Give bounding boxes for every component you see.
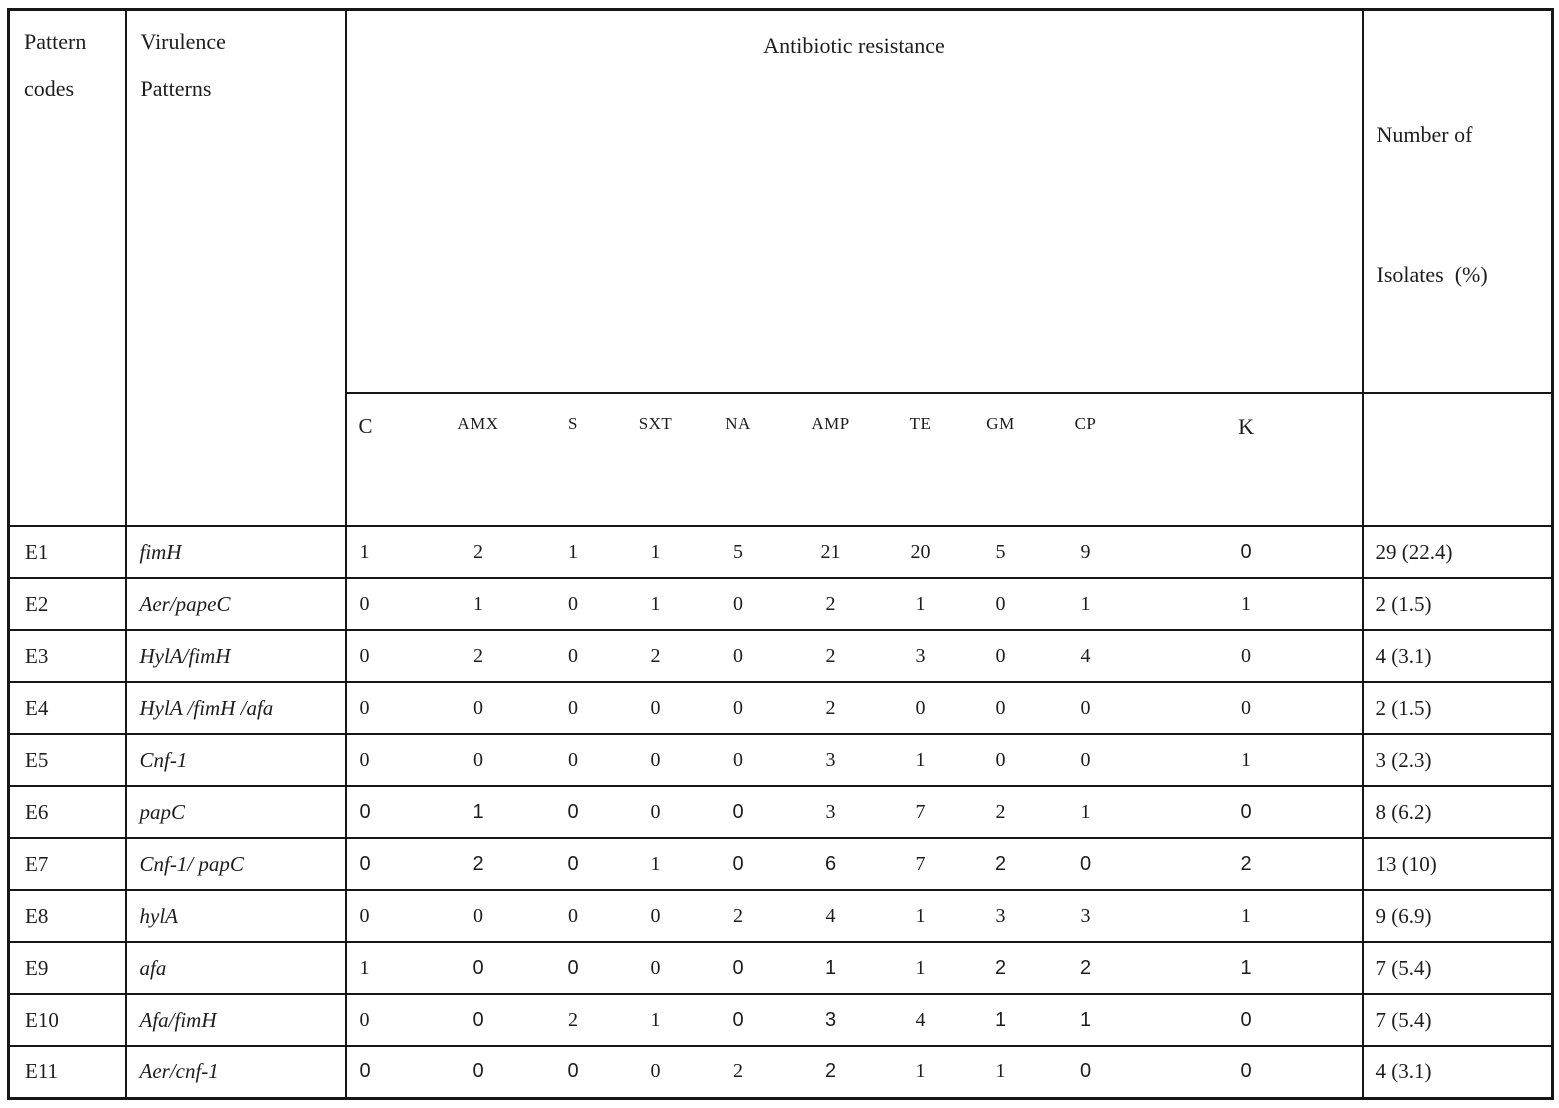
pattern-code-cell: E2 xyxy=(9,578,126,630)
resistance-value-cell: 0 xyxy=(696,838,781,890)
resistance-value-cell: 0 xyxy=(696,942,781,994)
header-empty-cell xyxy=(1363,393,1553,526)
resistance-value-cell: 0 xyxy=(531,734,616,786)
resistance-value-cell: 1 xyxy=(426,578,531,630)
isolates-count-cell: 7 (5.4) xyxy=(1363,942,1553,994)
table-row xyxy=(9,838,1553,890)
resistance-value-cell: 0 xyxy=(961,630,1041,682)
resistance-value-cell: 0 xyxy=(426,890,531,942)
virulence-pattern-cell: Cnf-1 xyxy=(126,734,346,786)
resistance-value-cell: 0 xyxy=(616,942,696,994)
resistance-value-cell: 3 xyxy=(1041,890,1131,942)
resistance-value-cell: 5 xyxy=(696,526,781,578)
resistance-value-cell: 1 xyxy=(1131,890,1363,942)
pattern-code-cell: E7 xyxy=(9,838,126,890)
resistance-value-cell: 0 xyxy=(881,682,961,734)
header-isolates-line2: Isolates (%) xyxy=(1376,262,1488,288)
header-col-amx: AMX xyxy=(426,393,531,526)
table-row xyxy=(9,942,1553,994)
resistance-table xyxy=(7,8,1554,1100)
resistance-value-cell: 0 xyxy=(426,994,531,1046)
resistance-value-cell: 0 xyxy=(346,1046,426,1098)
resistance-value-cell: 3 xyxy=(781,786,881,838)
resistance-value-cell: 0 xyxy=(531,890,616,942)
resistance-value-cell: 9 xyxy=(1041,526,1131,578)
resistance-value-cell: 2 xyxy=(961,838,1041,890)
resistance-value-cell: 7 xyxy=(881,838,961,890)
resistance-value-cell: 6 xyxy=(781,838,881,890)
resistance-value-cell: 1 xyxy=(1131,578,1363,630)
resistance-value-cell: 0 xyxy=(616,786,696,838)
pattern-code-cell: E10 xyxy=(9,994,126,1046)
resistance-value-cell: 2 xyxy=(696,890,781,942)
resistance-value-cell: 0 xyxy=(696,994,781,1046)
resistance-value-cell: 2 xyxy=(696,1046,781,1098)
resistance-value-cell: 1 xyxy=(616,994,696,1046)
resistance-value-cell: 5 xyxy=(961,526,1041,578)
table-row xyxy=(9,630,1553,682)
virulence-pattern-cell: hylA xyxy=(126,890,346,942)
header-number-of-isolates xyxy=(1363,10,1553,394)
virulence-pattern-cell: Afa/fimH xyxy=(126,994,346,1046)
resistance-value-cell: 1 xyxy=(961,994,1041,1046)
resistance-value-cell: 0 xyxy=(696,630,781,682)
resistance-value-cell: 0 xyxy=(1041,1046,1131,1098)
resistance-value-cell: 0 xyxy=(616,682,696,734)
header-virulence-line2: Patterns xyxy=(140,75,212,101)
header-row-top xyxy=(9,10,1553,394)
resistance-value-cell: 0 xyxy=(426,942,531,994)
resistance-value-cell: 0 xyxy=(346,682,426,734)
header-pattern-codes-line1: Pattern xyxy=(24,29,87,54)
resistance-value-cell: 0 xyxy=(1131,630,1363,682)
header-col-sxt: SXT xyxy=(616,393,696,526)
resistance-value-cell: 1 xyxy=(881,578,961,630)
pattern-code-cell: E3 xyxy=(9,630,126,682)
resistance-value-cell: 0 xyxy=(531,630,616,682)
table-row xyxy=(9,1046,1553,1098)
resistance-value-cell: 1 xyxy=(961,1046,1041,1098)
table-row xyxy=(9,578,1553,630)
resistance-value-cell: 1 xyxy=(1131,734,1363,786)
resistance-value-cell: 0 xyxy=(1131,526,1363,578)
resistance-value-cell: 0 xyxy=(1131,786,1363,838)
resistance-value-cell: 0 xyxy=(346,630,426,682)
table-body xyxy=(9,526,1553,1098)
resistance-value-cell: 0 xyxy=(531,838,616,890)
resistance-value-cell: 0 xyxy=(696,578,781,630)
header-col-na: NA xyxy=(696,393,781,526)
resistance-value-cell: 1 xyxy=(346,942,426,994)
resistance-value-cell: 0 xyxy=(426,734,531,786)
resistance-value-cell: 1 xyxy=(426,786,531,838)
isolates-count-cell: 9 (6.9) xyxy=(1363,890,1553,942)
resistance-value-cell: 7 xyxy=(881,786,961,838)
resistance-value-cell: 0 xyxy=(346,734,426,786)
header-col-te: TE xyxy=(881,393,961,526)
header-pattern-codes xyxy=(9,10,126,527)
header-col-cp: CP xyxy=(1041,393,1131,526)
resistance-value-cell: 2 xyxy=(781,682,881,734)
resistance-value-cell: 0 xyxy=(531,578,616,630)
resistance-value-cell: 1 xyxy=(881,1046,961,1098)
virulence-pattern-cell: Aer/cnf-1 xyxy=(126,1046,346,1098)
resistance-value-cell: 2 xyxy=(426,630,531,682)
virulence-pattern-cell: Aer/papeC xyxy=(126,578,346,630)
isolates-count-cell: 4 (3.1) xyxy=(1363,1046,1553,1098)
resistance-value-cell: 1 xyxy=(881,942,961,994)
isolates-count-cell: 3 (2.3) xyxy=(1363,734,1553,786)
resistance-value-cell: 20 xyxy=(881,526,961,578)
resistance-value-cell: 0 xyxy=(346,786,426,838)
table-row xyxy=(9,786,1553,838)
isolates-count-cell: 2 (1.5) xyxy=(1363,578,1553,630)
pattern-code-cell: E5 xyxy=(9,734,126,786)
table-row xyxy=(9,994,1553,1046)
resistance-value-cell: 0 xyxy=(696,786,781,838)
resistance-value-cell: 3 xyxy=(781,994,881,1046)
resistance-value-cell: 1 xyxy=(881,890,961,942)
resistance-value-cell: 3 xyxy=(961,890,1041,942)
header-pattern-codes-line2: codes xyxy=(24,75,75,101)
resistance-value-cell: 4 xyxy=(781,890,881,942)
resistance-value-cell: 0 xyxy=(531,1046,616,1098)
resistance-value-cell: 3 xyxy=(881,630,961,682)
resistance-value-cell: 0 xyxy=(531,786,616,838)
resistance-value-cell: 2 xyxy=(1131,838,1363,890)
resistance-value-cell: 1 xyxy=(1131,942,1363,994)
resistance-value-cell: 0 xyxy=(696,682,781,734)
header-col-gm: GM xyxy=(961,393,1041,526)
resistance-value-cell: 0 xyxy=(1131,1046,1363,1098)
resistance-value-cell: 1 xyxy=(346,526,426,578)
pattern-code-cell: E8 xyxy=(9,890,126,942)
isolates-count-cell: 7 (5.4) xyxy=(1363,994,1553,1046)
header-col-k: K xyxy=(1131,393,1363,526)
resistance-value-cell: 0 xyxy=(426,682,531,734)
resistance-value-cell: 1 xyxy=(616,838,696,890)
resistance-value-cell: 1 xyxy=(1041,578,1131,630)
resistance-value-cell: 1 xyxy=(1041,786,1131,838)
resistance-value-cell: 1 xyxy=(1041,994,1131,1046)
resistance-value-cell: 0 xyxy=(346,578,426,630)
pattern-code-cell: E4 xyxy=(9,682,126,734)
header-virulence-line1: Virulence xyxy=(140,29,226,54)
resistance-value-cell: 1 xyxy=(781,942,881,994)
resistance-value-cell: 0 xyxy=(346,994,426,1046)
isolates-count-cell: 8 (6.2) xyxy=(1363,786,1553,838)
isolates-count-cell: 13 (10) xyxy=(1363,838,1553,890)
resistance-value-cell: 2 xyxy=(426,838,531,890)
resistance-value-cell: 0 xyxy=(616,1046,696,1098)
resistance-value-cell: 2 xyxy=(961,942,1041,994)
resistance-value-cell: 0 xyxy=(1041,838,1131,890)
resistance-value-cell: 0 xyxy=(616,734,696,786)
virulence-pattern-cell: HylA /fimH /afa xyxy=(126,682,346,734)
resistance-value-cell: 2 xyxy=(616,630,696,682)
resistance-value-cell: 1 xyxy=(616,578,696,630)
resistance-value-cell: 0 xyxy=(531,942,616,994)
header-col-c: C xyxy=(346,393,426,526)
resistance-value-cell: 2 xyxy=(531,994,616,1046)
table-row xyxy=(9,526,1553,578)
resistance-value-cell: 0 xyxy=(1131,682,1363,734)
resistance-value-cell: 0 xyxy=(1041,682,1131,734)
resistance-value-cell: 0 xyxy=(346,838,426,890)
resistance-value-cell: 4 xyxy=(1041,630,1131,682)
table-row xyxy=(9,682,1553,734)
resistance-value-cell: 0 xyxy=(961,682,1041,734)
virulence-pattern-cell: Cnf-1/ papC xyxy=(126,838,346,890)
virulence-pattern-cell: papC xyxy=(126,786,346,838)
isolates-count-cell: 4 (3.1) xyxy=(1363,630,1553,682)
isolates-count-cell: 29 (22.4) xyxy=(1363,526,1553,578)
header-virulence-patterns xyxy=(126,10,346,527)
resistance-value-cell: 3 xyxy=(781,734,881,786)
pattern-code-cell: E1 xyxy=(9,526,126,578)
table-row xyxy=(9,890,1553,942)
table-row xyxy=(9,734,1553,786)
virulence-pattern-cell: HylA/fimH xyxy=(126,630,346,682)
virulence-pattern-cell: fimH xyxy=(126,526,346,578)
resistance-value-cell: 0 xyxy=(426,1046,531,1098)
header-isolates-line1: Number of xyxy=(1376,122,1473,148)
isolates-count-cell: 2 (1.5) xyxy=(1363,682,1553,734)
resistance-value-cell: 2 xyxy=(781,1046,881,1098)
resistance-value-cell: 0 xyxy=(616,890,696,942)
pattern-code-cell: E11 xyxy=(9,1046,126,1098)
resistance-value-cell: 0 xyxy=(1041,734,1131,786)
resistance-value-cell: 0 xyxy=(961,734,1041,786)
resistance-value-cell: 2 xyxy=(781,578,881,630)
pattern-code-cell: E9 xyxy=(9,942,126,994)
header-col-s: S xyxy=(531,393,616,526)
resistance-value-cell: 0 xyxy=(696,734,781,786)
pattern-code-cell: E6 xyxy=(9,786,126,838)
resistance-value-cell: 4 xyxy=(881,994,961,1046)
resistance-value-cell: 2 xyxy=(781,630,881,682)
resistance-value-cell: 2 xyxy=(426,526,531,578)
header-col-amp: AMP xyxy=(781,393,881,526)
resistance-value-cell: 21 xyxy=(781,526,881,578)
resistance-value-cell: 1 xyxy=(531,526,616,578)
resistance-value-cell: 1 xyxy=(616,526,696,578)
resistance-value-cell: 1 xyxy=(881,734,961,786)
resistance-value-cell: 2 xyxy=(1041,942,1131,994)
resistance-value-cell: 0 xyxy=(531,682,616,734)
resistance-value-cell: 0 xyxy=(961,578,1041,630)
resistance-value-cell: 0 xyxy=(346,890,426,942)
header-antibiotic-resistance: Antibiotic resistance xyxy=(346,10,1363,394)
resistance-value-cell: 2 xyxy=(961,786,1041,838)
virulence-pattern-cell: afa xyxy=(126,942,346,994)
resistance-value-cell: 0 xyxy=(1131,994,1363,1046)
